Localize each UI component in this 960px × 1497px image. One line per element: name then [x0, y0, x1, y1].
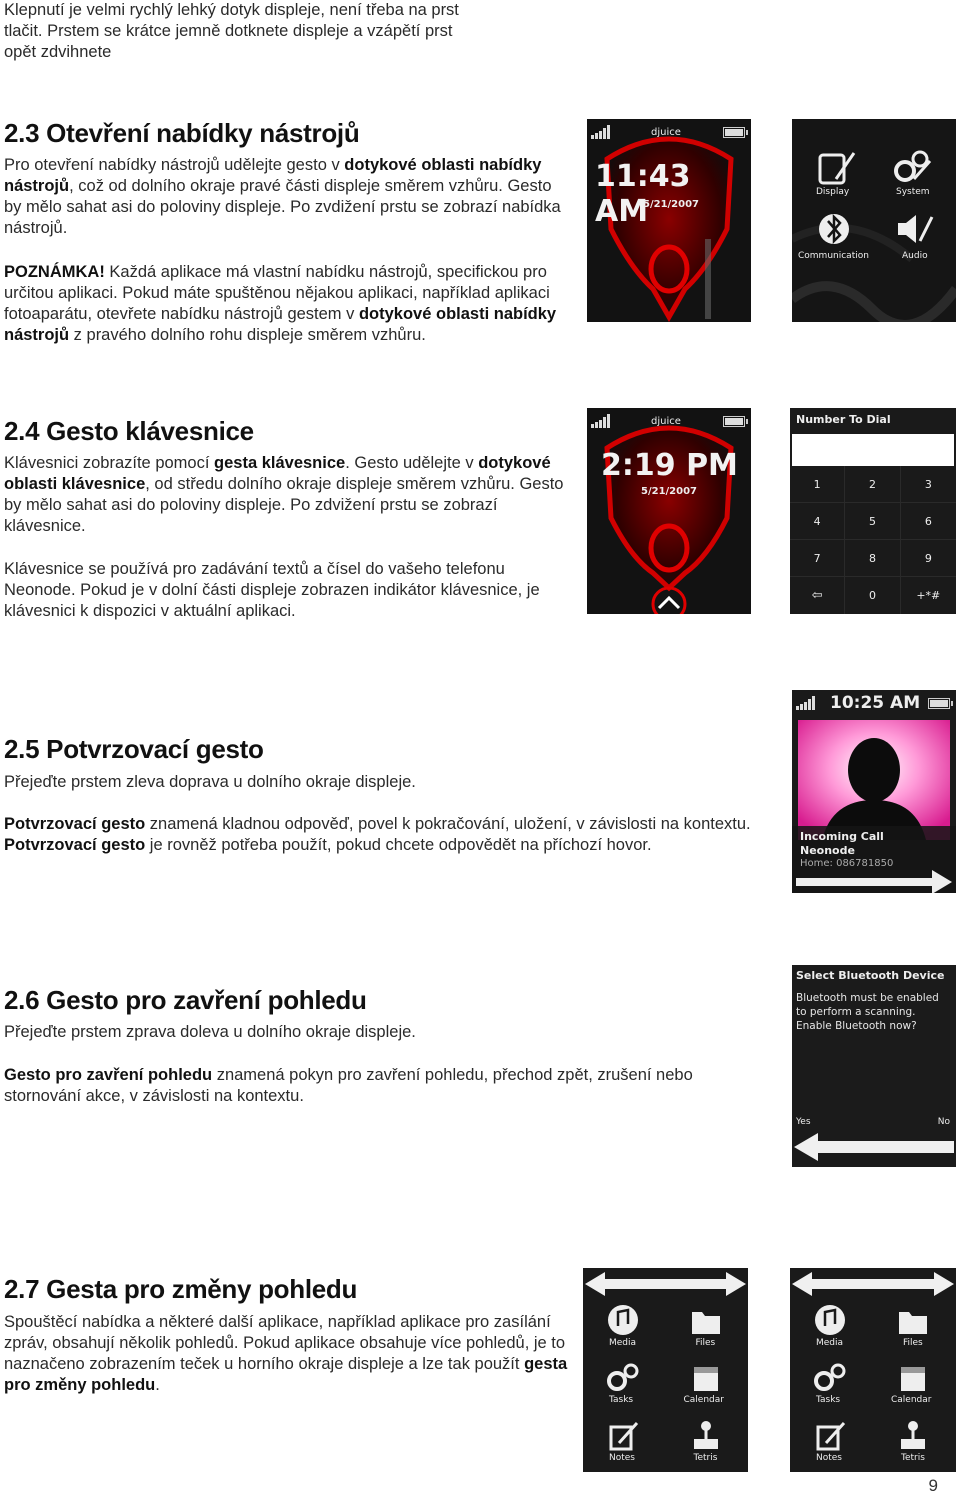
yes-button[interactable]: Yes — [796, 1117, 811, 1127]
section-2-5-title: 2.5 Potvrzovací gesto — [4, 734, 264, 764]
tetris-item[interactable]: Tetris — [873, 1415, 956, 1472]
section-2-7-title: 2.7 Gesta pro změny pohledu — [4, 1274, 358, 1304]
signal-icon — [591, 414, 613, 428]
folder-icon — [895, 1304, 931, 1336]
dialog-message: Bluetooth must be enabled to perform a scanning. Enable Bluetooth now? — [796, 992, 939, 1032]
key-2[interactable]: 2 — [845, 466, 900, 503]
phone-launcher-2 — [790, 1268, 956, 1472]
status-bar — [587, 408, 751, 434]
clock-date: 5/21/2007 — [643, 199, 700, 210]
key-1[interactable]: 1 — [790, 466, 845, 503]
battery-icon — [723, 127, 745, 138]
keypad-header: Number To Dial — [796, 413, 891, 426]
bluetooth-icon — [816, 211, 856, 247]
key-symbols[interactable]: +*# — [916, 589, 941, 602]
notes-item[interactable]: Notes — [790, 1415, 873, 1472]
section-2-3-note: POZNÁMKA! Každá aplikace má vlastní nabídku nástrojů, specifickou pro určitou aplikaci. Pokud máte spuštěnou nějakou aplikaci, například aplikaci fotoaparátu, otevřete nabídku nástrojů gestem v dotykové oblasti nabídky nástrojů z pravého dolního rohu displeje směrem vzhůru. — [4, 263, 557, 344]
gears-icon — [812, 1361, 848, 1393]
section-2-6-title: 2.6 Gesto pro zavření pohledu — [4, 985, 367, 1015]
clock-time: 11:43 AM — [595, 159, 691, 229]
section-2-5-paragraph-2: Potvrzovací gesto znamená kladnou odpověď, povel k pokračování, uložení, v závislosti na kontextu. Potvrzovací gesto je rovněž potřeba použít, pokud chcete odpovědět na příchozí hovor. — [4, 815, 751, 854]
dialog-header: Select Bluetooth Device — [796, 969, 945, 982]
phone-keypad — [790, 408, 956, 614]
caller-number: Home: 086781850 — [800, 858, 894, 869]
launcher-grid — [790, 1300, 956, 1472]
music-note-icon — [812, 1304, 848, 1336]
status-bar — [587, 119, 751, 145]
section-2-6-paragraph-1: Přejeďte prstem zprava doleva u dolního okraje displeje. — [4, 1023, 416, 1041]
battery-icon — [723, 416, 745, 427]
key-0[interactable]: 0 — [845, 577, 900, 614]
section-2-4-title: 2.4 Gesto klávesnice — [4, 416, 254, 446]
audio-item[interactable]: Audio — [888, 211, 948, 266]
key-backspace[interactable]: ⇦ — [790, 577, 845, 614]
caller-name: Neonode — [800, 844, 855, 857]
signal-icon — [591, 125, 613, 139]
key-7[interactable]: 7 — [790, 540, 845, 577]
folder-icon — [688, 1304, 724, 1336]
phone-launcher-1 — [583, 1268, 748, 1472]
gears-icon — [892, 149, 932, 185]
lockscreen-art — [587, 408, 751, 614]
section-2-4-paragraph-2: Klávesnice se používá pro zadávání textů a čísel do vašeho telefonu Neonode. Pokud je v dolní části displeje zobrazen indikátor klávesnice, je klávesnici k dispozici v aktuální aplikaci. — [4, 560, 540, 620]
clock-time: 10:25 AM — [830, 693, 921, 713]
page-number: 9 — [928, 1476, 938, 1495]
battery-icon — [928, 698, 950, 709]
key-9[interactable]: 9 — [901, 540, 956, 577]
brand-label: djuice — [651, 416, 681, 427]
key-3[interactable]: 3 — [901, 466, 956, 503]
communication-item[interactable]: Communication — [796, 211, 876, 266]
key-6[interactable]: 6 — [901, 503, 956, 540]
notes-item[interactable]: Notes — [583, 1415, 666, 1472]
phone-tools-menu — [792, 119, 956, 322]
media-item[interactable]: Media — [790, 1300, 873, 1357]
calendar-item[interactable]: Calendar — [873, 1357, 956, 1414]
display-item[interactable]: Display — [806, 149, 866, 204]
gears-icon — [605, 1361, 641, 1393]
intro-text: Klepnutí je velmi rychlý lehký dotyk displeje, není třeba na prst tlačit. Prstem se krátce jemně dotknete displeje a vzápětí prst opět zdvihnete — [4, 1, 459, 61]
speaker-icon — [894, 211, 934, 247]
media-item[interactable]: Media — [583, 1300, 666, 1357]
no-button[interactable]: No — [937, 1117, 950, 1127]
phone-incoming-call — [792, 690, 956, 893]
tasks-item[interactable]: Tasks — [583, 1357, 666, 1414]
calendar-icon — [895, 1361, 931, 1393]
section-2-5-paragraph-1: Přejeďte prstem zleva doprava u dolního okraje displeje. — [4, 773, 416, 791]
calendar-icon — [688, 1361, 724, 1393]
phone-bluetooth-dialog — [792, 965, 956, 1167]
files-item[interactable]: Files — [666, 1300, 749, 1357]
pencil-icon — [812, 1419, 848, 1451]
signal-icon — [796, 696, 818, 710]
music-note-icon — [605, 1304, 641, 1336]
tetris-item[interactable]: Tetris — [666, 1415, 749, 1472]
system-item[interactable]: System — [888, 149, 948, 204]
brand-label: djuice — [651, 127, 681, 138]
status-bar — [792, 690, 956, 716]
key-4[interactable]: 4 — [790, 503, 845, 540]
pencil-icon — [605, 1419, 641, 1451]
section-2-7-paragraph: Spouštěcí nabídka a některé další aplikace, například aplikace pro zasílání zpráv, obsahují několik pohledů. Pokud aplikace obsahuje více pohledů, je to naznačeno zobrazením teček u horního okraje displeje a lze tak použít gesta pro změny pohledu. — [4, 1313, 568, 1394]
calendar-item[interactable]: Calendar — [666, 1357, 749, 1414]
swipe-left-arrow-icon — [792, 1127, 956, 1167]
clock-date: 5/21/2007 — [641, 486, 698, 497]
section-2-4-paragraph: Klávesnici zobrazíte pomocí gesta klávesnice. Gesto udělejte v dotykové oblasti klávesnice, od středu dolního okraje displeje směrem vzhůru. Gesto by mělo sahat asi do poloviny displeje. Po zdvižení prstu se zobrazí klávesnice. — [4, 454, 564, 535]
section-2-3-paragraph: Pro otevření nabídky nástrojů udělejte gesto v dotykové oblasti nabídky nástrojů, což od dolního okraje pravé části displeje směrem vzhůru. Gesto by mělo sahat asi do poloviny displeje. Po zvdižení prstu se zobrazí nabídka nástrojů. — [4, 156, 561, 237]
joystick-icon — [688, 1419, 724, 1451]
clock-time: 2:19 PM — [601, 448, 738, 483]
joystick-icon — [895, 1419, 931, 1451]
files-item[interactable]: Files — [873, 1300, 956, 1357]
section-2-6-paragraph-2: Gesto pro zavření pohledu znamená pokyn pro zavření pohledu, přechod zpět, zrušení nebo stornování akce, v závislosti na kontextu. — [4, 1066, 693, 1105]
key-8[interactable]: 8 — [845, 540, 900, 577]
keypad-grid — [790, 466, 956, 614]
phone-lockscreen-2 — [587, 408, 751, 614]
tasks-item[interactable]: Tasks — [790, 1357, 873, 1414]
section-2-3-title: 2.3 Otevření nabídky nástrojů — [4, 118, 360, 148]
incoming-label: Incoming Call — [800, 830, 884, 843]
key-5[interactable]: 5 — [845, 503, 900, 540]
display-icon — [816, 149, 856, 185]
number-display[interactable] — [792, 434, 954, 466]
phone-lockscreen-1 — [587, 119, 751, 322]
launcher-grid — [583, 1300, 748, 1472]
